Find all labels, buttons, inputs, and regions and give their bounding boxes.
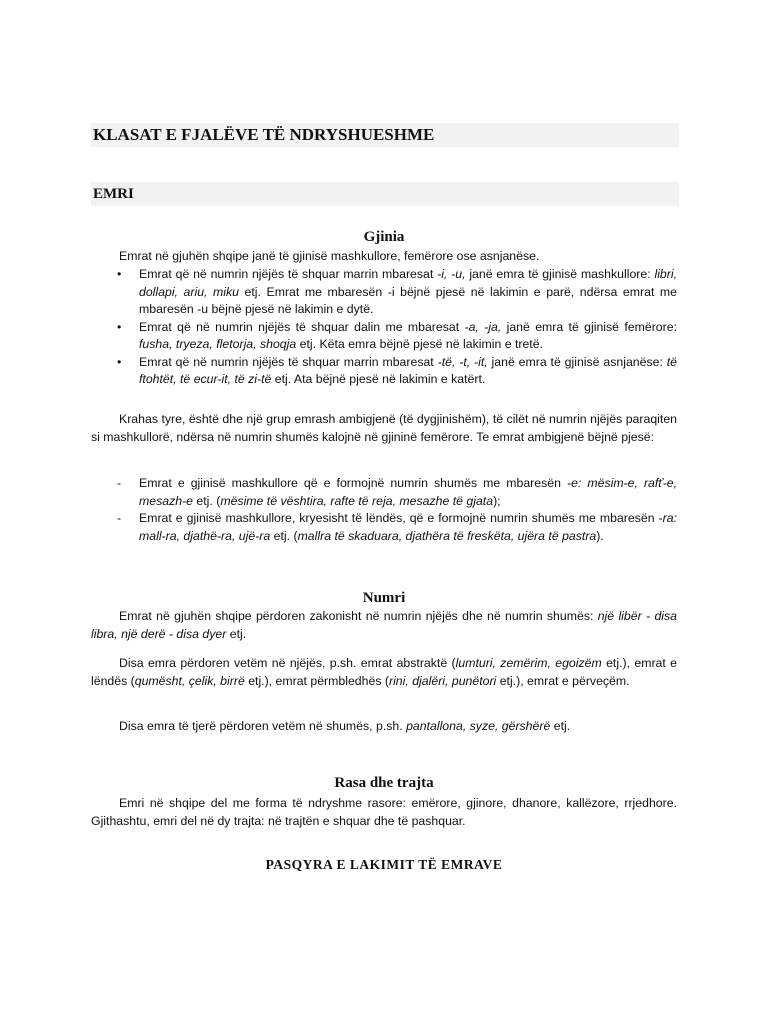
pasqyra-heading: PASQYRA E LAKIMIT TË EMRAVE: [265, 857, 503, 872]
gjinia-bullet-list: [91, 266, 677, 389]
list-item: - Emrat e gjinisë mashkullore, kryesisht të lëndës, që e formojnë numrin shumës me mbaresën -ra: mall-ra, djathë-ra, ujë-ra etj. (mallra të skaduara, djathëra të freskëta, ujëra të pastra).: [117, 511, 677, 543]
list-item: • Emrat që në numrin njëjës të shquar marrin mbaresat -i, -u, janë emra të gjinisë mashkullore: libri, dollapi, ariu, miku etj. Emrat me mbaresën -i bëjnë pjesë në lakimin e parë, ndërsa emrat me mbaresën -u bëjnë pjesë në lakimin e dytë.: [117, 267, 678, 316]
dash-icon: -: [117, 511, 122, 525]
document-title: KLASAT E FJALËVE TË NDRYSHUESHME: [91, 123, 679, 147]
heading-rasa-dhe-trajta: Rasa dhe trajta: [334, 775, 434, 791]
heading-gjinia: Gjinia: [363, 229, 405, 245]
list-item: • Emrat që në numrin njëjës të shquar marrin mbaresat -të, -t, -it, janë emra të gjinisë asnjanëse: të ftohtët, të ecur-it, të zi-të etj. Ata bëjnë pjesë në lakimin e katërt.: [117, 354, 677, 386]
numri-paragraph-3: Disa emra të tjerë përdoren vetëm në shumës, p.sh. pantallona, syze, gërshërë etj.: [119, 719, 571, 733]
document-page: [91, 0, 677, 1024]
ambigen-dash-list: [91, 475, 677, 545]
list-item: • Emrat që në numrin njëjës të shquar dalin me mbaresat -a, -ja, janë emra të gjinisë femërore: fusha, tryeza, fletorja, shoqja etj. Këta emra bëjnë pjesë në lakimin e tretë.: [117, 319, 677, 351]
list-item: - Emrat e gjinisë mashkullore që e formojnë numrin shumës me mbaresën -e: mësim-e, rafť-e, mesazh-e etj. (mësime të vështira, rafte të reja, mesazhe të gjata);: [117, 476, 678, 508]
numri-paragraph-1: Emrat në gjuhën shqipe përdoren zakonisht në numrin njëjës dhe në numrin shumës: një libër - disa libra, një derë - disa dyer etj.: [91, 609, 677, 641]
bullet-icon: •: [117, 267, 122, 281]
gjinia-intro: Emrat në gjuhën shqipe janë të gjinisë mashkullore, femërore ose asnjanëse.: [119, 249, 540, 263]
numri-paragraph-2: Disa emra përdoren vetëm në njëjës, p.sh. emrat abstraktë (lumturi, zemërim, egoizëm etj.), emrat e lëndës (qumësht, çelik, birrë etj.), emrat përmbledhës (rini, djalëri, punëtori etj.), emrat e përveçëm.: [91, 656, 678, 688]
bullet-icon: •: [117, 354, 122, 369]
ambigen-paragraph: Krahas tyre, është dhe një grup emrash ambigjenë (të dygjinishëm), të cilët në numrin njëjës paraqiten si mashkullorë, ndërsa në numrin shumës kalojnë në gjininë femërore. Te emrat ambigjenë bëjnë pjesë:: [91, 412, 677, 444]
dash-icon: -: [117, 476, 122, 490]
heading-numri: Numri: [362, 590, 406, 606]
rasa-paragraph: Emri në shqipe del me forma të ndryshme rasore: emërore, gjinore, dhanore, kallëzore, rrjedhore. Gjithashtu, emri del në dy trajta: në trajtën e shquar dhe të pashquar.: [91, 796, 677, 828]
section-heading-emri: EMRI: [91, 182, 679, 206]
bullet-icon: •: [117, 319, 122, 334]
